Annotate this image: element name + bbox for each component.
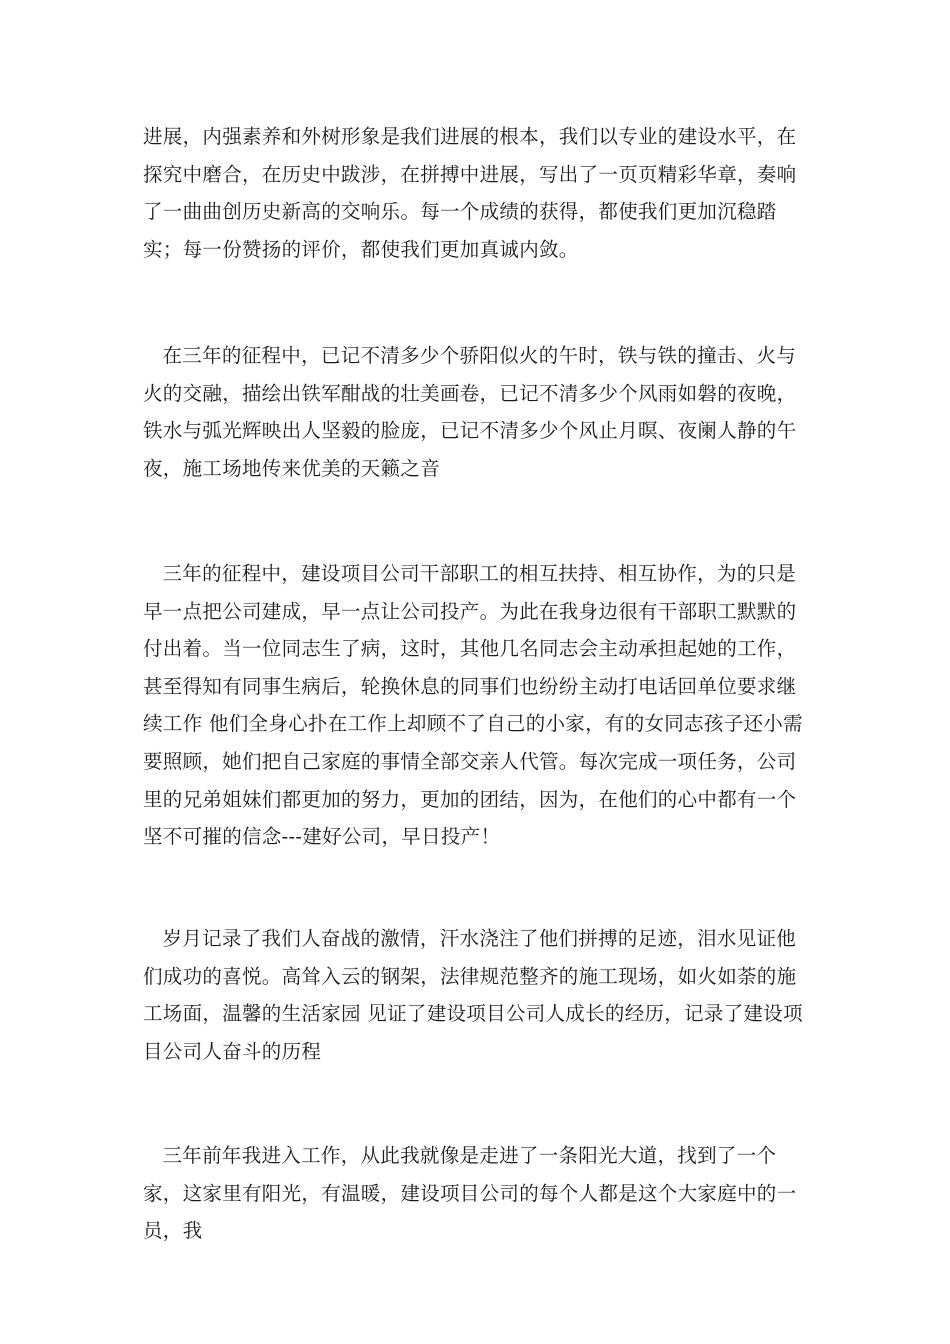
paragraph: 在三年的征程中，已记不清多少个骄阳似火的午时，铁与铁的撞击、火与火的交融，描绘出铁军酣战的壮美画卷，已记不清多少个风雨如磐的夜晚，铁水与弧光辉映出人坚毅的脸庞，已记不清多少个风止月暝、夜阑人静的午夜，施工场地传来优美的天籁之音 [143, 344, 797, 480]
paragraph: 进展，内强素养和外树形象是我们进展的根本，我们以专业的建设水平，在探究中磨合，在历史中跋涉，在拼搏中进展，写出了一页页精彩华章，奏响了一曲曲创历史新高的交响乐。每一个成绩的获得，都使我们更加沉稳踏实；每一份赞扬的评价，都使我们更加真诚内敛。 [143, 125, 797, 261]
paragraph: 岁月记录了我们人奋战的激情，汗水浇注了他们拼搏的足迹，泪水见证他们成功的喜悦。高耸入云的钢架，法律规范整齐的施工现场，如火如荼的施工场面，温馨的生活家园 见证了建设项目公司人成长的经历，记录了建设项目公司人奋斗的历程 [143, 927, 803, 1063]
paragraph: 三年的征程中，建设项目公司干部职工的相互扶持、相互协作，为的只是早一点把公司建成，早一点让公司投产。为此在我身边很有干部职工默默的付出着。当一位同志生了病，这时，其他几名同志会主动承担起她的工作，甚至得知有同事生病后，轮换休息的同事们也纷纷主动打电话回单位要求继续工作 他们全身心扑在工作上却顾不了自己的小家，有的女同志孩子还小需要照顾，她们把自己家庭的事情全部交亲人代管。每次完成一项任务，公司里的兄弟姐妹们都更加的努力，更加的团结，因为，在他们的心中都有一个坚不可摧的信念---建好公司，早日投产！ [143, 562, 803, 849]
paragraph: 三年前年我进入工作，从此我就像是走进了一条阳光大道，找到了一个家，这家里有阳光，有温暖，建设项目公司的每个人都是这个大家庭中的一员，我 [143, 1144, 797, 1243]
